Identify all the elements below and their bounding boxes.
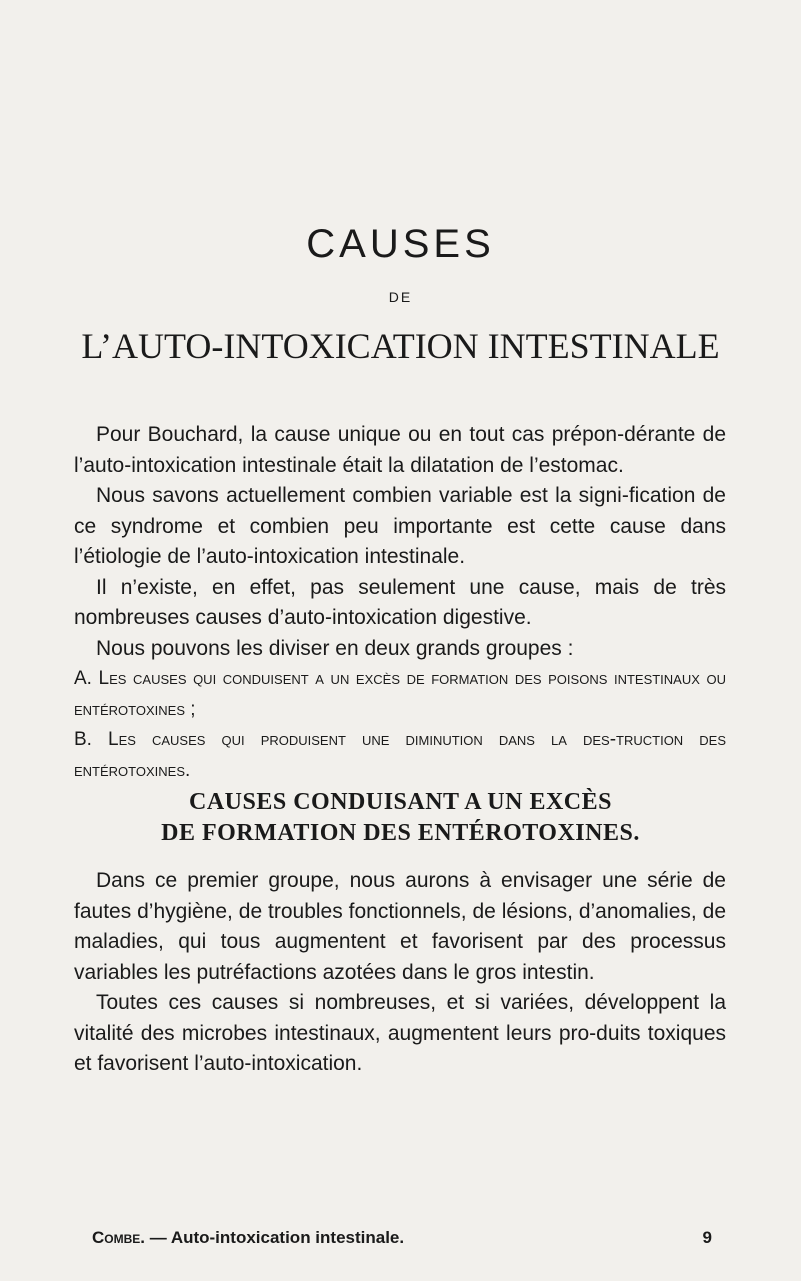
section-text-block: [74, 866, 726, 1080]
footer-signature-mark: 9: [702, 1228, 712, 1247]
page-footer: [92, 1228, 712, 1248]
paragraph: Nous pouvons les diviser en deux grands groupes :: [96, 636, 574, 660]
paragraph: Dans ce premier groupe, nous aurons à envisager une série de fautes d’hygiène, de troubles fonctionnels, de lésions, d’anomalies, de maladies, qui tous augmentent et favorisent par des processus variables les putréfactions azotées dans le gros intestin.: [74, 869, 726, 984]
footer-running-title: — Auto-intoxication intestinale.: [145, 1228, 405, 1247]
group-a-item: A. Les causes qui conduisent a un excès de formation des poisons intestinaux ou entérotoxines ;: [74, 668, 726, 720]
paragraph: Nous savons actuellement combien variable est la signi-fication de ce syndrome et combien peu importante est cette cause dans l’étiologie de l’auto-intoxication intestinale.: [74, 484, 726, 568]
chapter-title-connector: DE: [388, 289, 413, 305]
intro-text-block: [74, 420, 726, 786]
group-b-item: B. Les causes qui produisent une diminution dans la des-truction des entérotoxines.: [74, 729, 726, 781]
paragraph: Il n’existe, en effet, pas seulement une cause, mais de très nombreuses causes d’auto-intoxication digestive.: [74, 575, 726, 629]
chapter-title: CAUSES: [306, 222, 495, 266]
section-heading-line: CAUSES CONDUISANT A UN EXCÈS: [189, 789, 612, 815]
chapter-subtitle: L’AUTO-INTOXICATION INTESTINALE: [81, 326, 720, 366]
paragraph: Pour Bouchard, la cause unique ou en tout cas prépon-dérante de l’auto-intoxication intestinale était la dilatation de l’estomac.: [74, 423, 726, 477]
paragraph: Toutes ces causes si nombreuses, et si variées, développent la vitalité des microbes intestinaux, augmentent leurs pro-duits toxiques et favorisent l’auto-intoxication.: [74, 991, 726, 1075]
section-heading-line: DE FORMATION DES ENTÉROTOXINES.: [161, 820, 640, 846]
section-heading: [0, 787, 801, 849]
footer-author: Combe.: [92, 1228, 145, 1247]
